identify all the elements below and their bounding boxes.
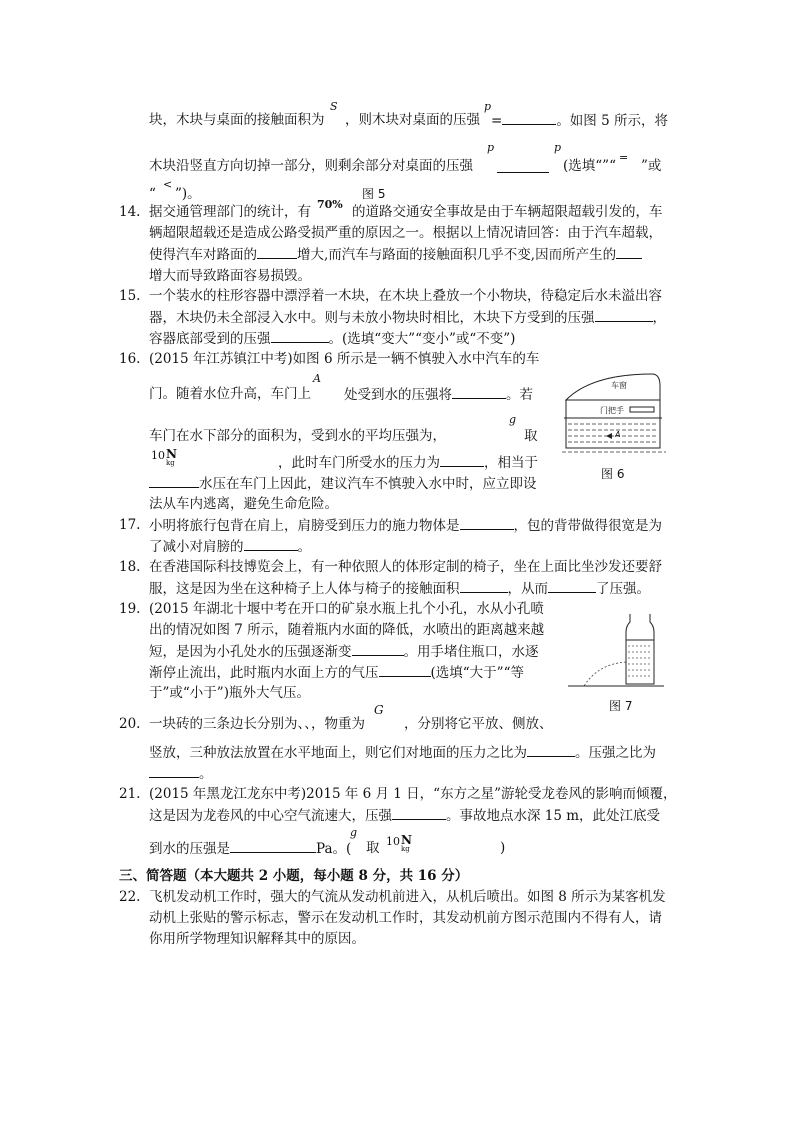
door-handle: [630, 407, 654, 412]
unit-kg: kg: [166, 459, 175, 467]
figure-6-handle-label: 门把手: [600, 406, 624, 415]
q13-line2b: (选填“”“: [563, 158, 616, 174]
symbol-S: S: [330, 100, 338, 113]
section-3-title: 三、简答题（本大题共 2 小题，每小题 8 分，共 16 分）: [119, 868, 469, 884]
q14-line4: 增大而导致路面容易损毁。: [149, 268, 311, 284]
figure-6-window-label: 车窗: [611, 381, 627, 390]
q15-number: 15.: [119, 288, 141, 304]
q16-line2a: 门。随着水位升高，车门上: [149, 386, 311, 402]
symbol-lt: <: [163, 178, 173, 191]
blank[interactable]: [352, 643, 404, 656]
q13-line3b: ”)。: [175, 186, 201, 202]
blank[interactable]: [548, 580, 596, 593]
number-10: 10: [151, 449, 165, 462]
symbol-p: p: [484, 100, 492, 113]
q21-number: 21.: [119, 786, 141, 802]
symbol-g: g: [350, 826, 358, 839]
figure-6-caption: 图 6: [601, 467, 625, 481]
figure-7-caption: 图 7: [609, 699, 633, 713]
water-jet: [584, 662, 626, 686]
blank[interactable]: [257, 246, 297, 259]
blank[interactable]: [379, 664, 431, 677]
q22-line3: 你用所学物理知识解释其中的原因。: [149, 931, 365, 947]
blank[interactable]: [244, 538, 298, 551]
unit-N: N: [401, 833, 412, 847]
blank[interactable]: [595, 309, 653, 322]
blank[interactable]: [149, 475, 199, 488]
q17-number: 17.: [119, 517, 141, 533]
q16-line1: (2015 年江苏镇江中考)如图 6 所示是一辆不慎驶入水中汽车的车: [149, 351, 540, 367]
q22-line1: 飞机发动机工作时，强大的气流从发动机前进入，从机后喷出。如图 8 所示为某客机发: [149, 889, 666, 905]
q16-line3a: 车门在水下部分的面积为，受到水的平均压强为，: [149, 428, 446, 444]
symbol-eq: =: [619, 151, 629, 164]
q22-number: 22.: [119, 889, 141, 905]
q14-number: 14.: [119, 204, 141, 220]
q16-line6: 法从车内逃离，避免生命危险。: [149, 496, 338, 512]
q19-number: 19.: [119, 601, 141, 617]
blank[interactable]: [271, 330, 329, 343]
q13-line1b: ，则木块对桌面的压强: [345, 112, 480, 128]
q15-line1: 一个装水的柱形容器中漂浮着一木块，在木块上叠放一个小物块，待稳定后水未溢出容: [149, 288, 662, 304]
symbol-p: p: [554, 141, 562, 154]
q17-line1: 小明将旅行包背在肩上，肩膀受到压力的施力物体是 ，包的背带做得很宽是为: [149, 518, 662, 534]
symbol-A: A: [313, 372, 321, 385]
q13-line2: 木块沿竖直方向切掉一部分，则剩余部分对桌面的压强: [149, 158, 473, 174]
symbol-g: g: [509, 413, 517, 426]
percent-70: 70%: [317, 198, 343, 211]
unit-N: N: [166, 447, 177, 461]
q20-line1b: ，分别将它平放、侧放、: [404, 716, 553, 732]
point-A-marker: [606, 433, 612, 439]
number-10: 10: [386, 835, 400, 848]
unit-kg: kg: [401, 845, 410, 853]
q16-number: 16.: [119, 351, 141, 367]
bottle-water-hatching: [628, 646, 652, 676]
blank[interactable]: [452, 386, 506, 399]
blank[interactable]: [392, 807, 446, 820]
q20-line2: 竖放，三种放法放置在水平地面上，则它们对地面的压力之比为 。压强之比为: [149, 745, 656, 761]
q21-line2: 这是因为龙卷风的中心空气流速大，压强 。事故地点水深 15 m，此处江底受: [149, 808, 661, 824]
q19-line1: (2015 年湖北十堰中考在开口的矿泉水瓶上扎个小孔，水从小孔喷: [149, 601, 544, 617]
symbol-p2: p: [487, 141, 495, 154]
blank[interactable]: [502, 112, 556, 125]
q15-line3: 容器底部受到的压强 。(选填“变大”“变小”或“不变”): [149, 331, 516, 347]
q13-line1c: = 。如图 5 所示，将: [491, 113, 668, 129]
q21-line3: 到水的压强是 Pa。(: [149, 841, 352, 857]
bottle-outline: [626, 614, 654, 684]
q13-line1: 块，木块与桌面的接触面积为: [149, 112, 325, 128]
q14-line3: 使得汽车对路面的 增大,而汽车与路面的接触面积几乎不变,因而所产生的: [149, 246, 642, 263]
q22-line2: 动机上张贴的警示标志，警示在发动机工作时，其发动机前方图示范围内不得有人，请: [149, 910, 662, 926]
q14-line2: 辆超限超载还是造成公路受损严重的原因之一。根据以上情况请回答：由于汽车超载，: [149, 225, 662, 241]
blank[interactable]: [230, 840, 316, 853]
q14-line1b: 的道路交通安全事故是由于车辆超限超载引发的，车: [352, 204, 663, 220]
blank[interactable]: [616, 246, 642, 259]
q19-line5: 于”或“小于”)瓶外大气压。: [149, 685, 310, 701]
figure-7-water-bottle: [568, 612, 664, 692]
q13-line3: “: [149, 186, 156, 202]
q16-line2b: 处受到水的压强将 。若: [344, 387, 533, 403]
q14-line1a: 据交通管理部门的统计，有: [149, 204, 311, 220]
q20-line3: 。: [149, 765, 213, 782]
q19-line2: 出的情况如图 7 所示，随着瓶内水面的降低，水喷出的距离越来越: [149, 622, 545, 638]
q18-line2: 服，这是因为坐在这种椅子上人体与椅子的接触面积 ，从而 了压强。: [149, 581, 650, 597]
q18-line1: 在香港国际科技博览会上，有一种依照人的体形定制的椅子，坐在上面比坐沙发还要舒: [149, 559, 662, 575]
q15-line2: 器，木块仍未全部浸入水中。则与未放小物块时相比，木块下方受到的压强 ，: [149, 310, 666, 326]
q13-line2c: ”或: [641, 158, 662, 174]
blank[interactable]: [440, 454, 484, 467]
blank[interactable]: [460, 517, 514, 530]
blank[interactable]: [460, 580, 508, 593]
figure-5-caption: 图 5: [362, 187, 386, 201]
q16-line5: 水压在车门上因此，建议汽车不慎驶入水中时，应立即设: [149, 475, 537, 492]
q18-number: 18.: [119, 559, 141, 575]
q16-line4: ，此时车门所受水的压力为 ，相当于: [278, 455, 538, 471]
figure-6-A-label: A: [615, 430, 621, 439]
q17-line2: 了减小对肩膀的 。: [149, 539, 311, 555]
symbol-G: G: [374, 703, 384, 717]
blank[interactable]: [149, 765, 199, 778]
q19-line4: 渐停止流出，此时瓶内水面上方的气压 (选填“大于”“等: [149, 665, 524, 681]
blank[interactable]: [497, 160, 549, 173]
q19-line3: 短，是因为小孔处水的压强逐渐变 。用手堵住瓶口，水逐: [149, 644, 539, 660]
blank[interactable]: [527, 744, 575, 757]
q21-line3c: 取: [366, 840, 380, 856]
q21-line3d: ): [500, 840, 506, 856]
q20-line1a: 一块砖的三条边长分别为、、，物重为: [149, 716, 365, 732]
q20-number: 20.: [119, 716, 141, 732]
q21-line1: (2015 年黑龙江龙东中考)2015 年 6 月 1 日，“东方之星”游轮受龙卷风的影响而倾覆，: [149, 786, 677, 802]
q16-line3b: 取: [524, 428, 538, 444]
